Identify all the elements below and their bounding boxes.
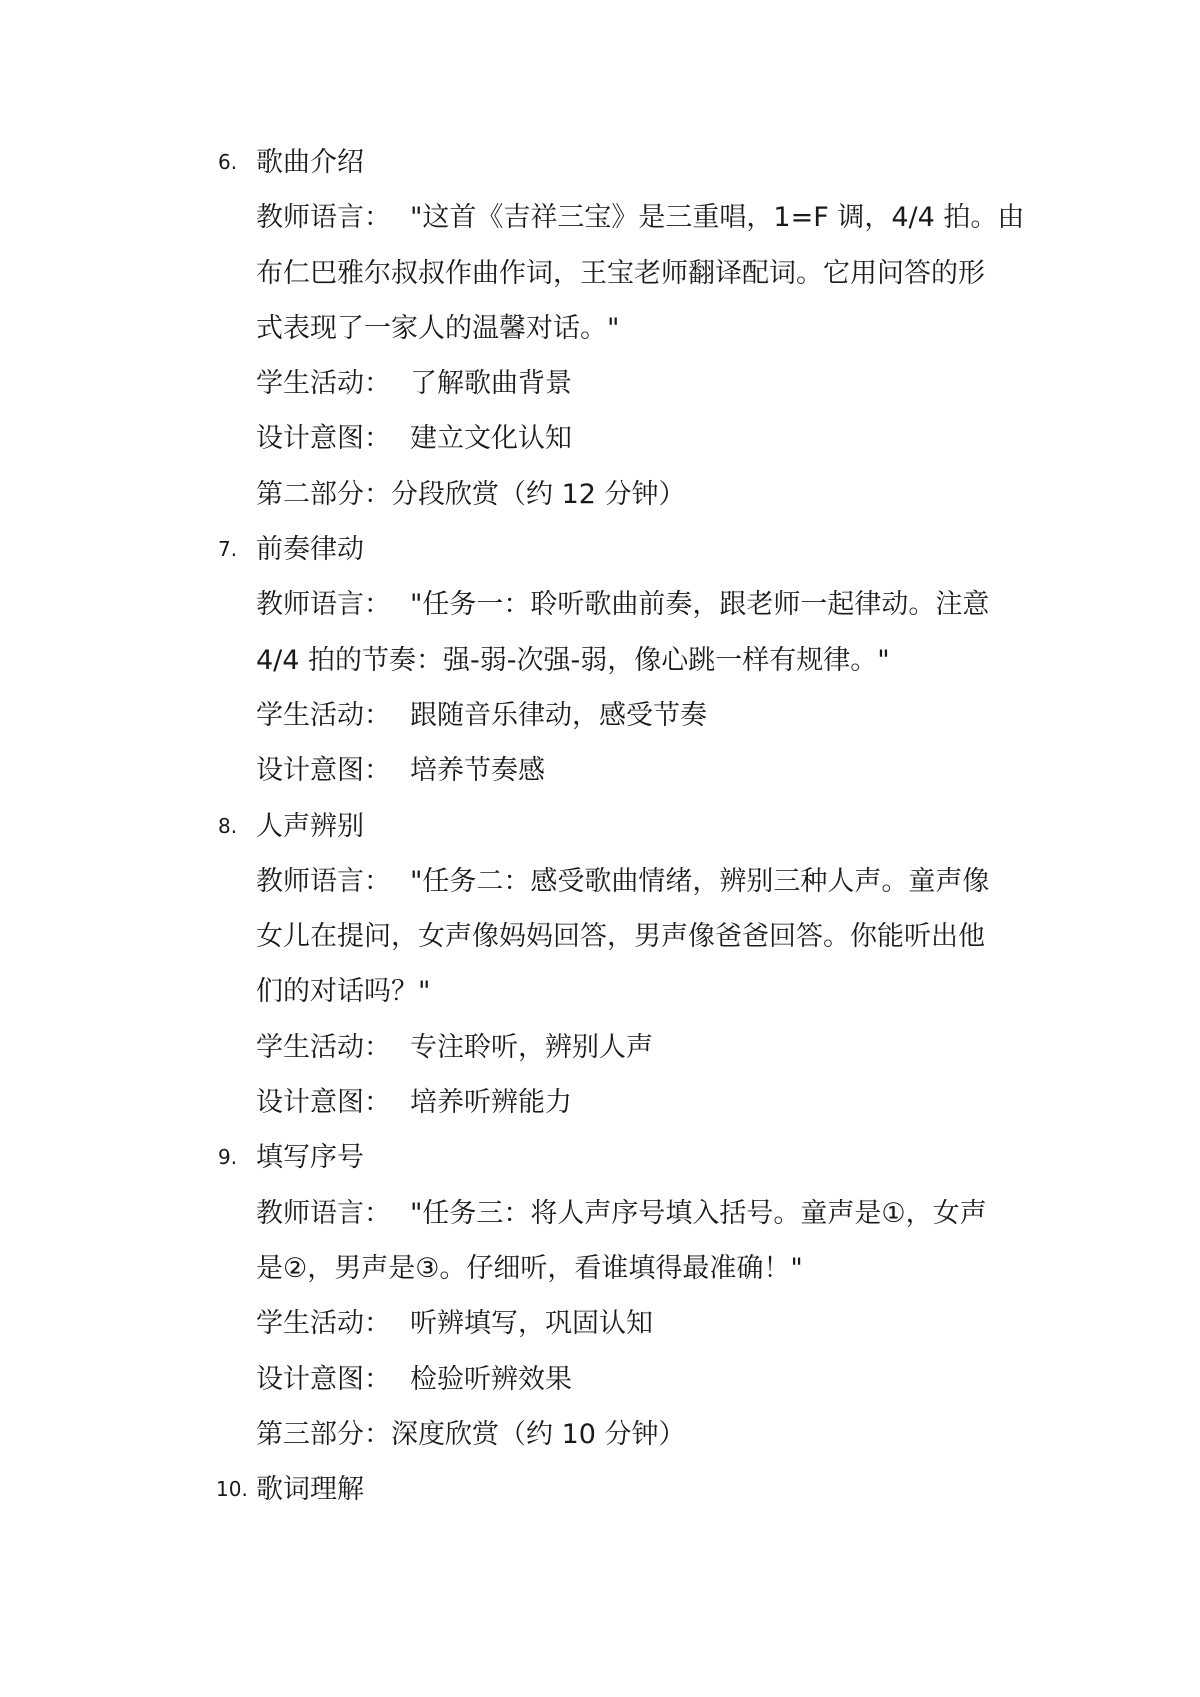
item-title: 前奏律动 bbox=[256, 534, 364, 566]
design-intent-line bbox=[0, 411, 1200, 466]
design-label: 设计意图： bbox=[256, 755, 391, 787]
teacher-text: 女儿在提问，女声像妈妈回答，男声像爸爸回答。你能听出他 bbox=[256, 921, 985, 953]
teacher-language-line bbox=[0, 854, 1200, 909]
section-heading bbox=[0, 467, 1200, 522]
teacher-text: 是②，男声是③。仔细听，看谁填得最准确！" bbox=[256, 1252, 803, 1284]
item-heading bbox=[0, 799, 1200, 854]
teacher-text: 4/4 拍的节奏：强-弱-次强-弱，像心跳一样有规律。" bbox=[256, 644, 890, 676]
teacher-text: "任务一：聆听歌曲前奏，跟老师一起律动。注意 bbox=[410, 589, 990, 621]
student-label: 学生活动： bbox=[256, 1308, 391, 1340]
design-label: 设计意图： bbox=[256, 1087, 391, 1119]
teacher-language-line bbox=[0, 577, 1200, 632]
section-heading bbox=[0, 1407, 1200, 1462]
item-number: 7. bbox=[218, 537, 238, 562]
student-text: 跟随音乐律动，感受节奏 bbox=[410, 699, 707, 731]
item-number: 6. bbox=[218, 150, 238, 174]
design-intent-line bbox=[0, 1352, 1200, 1407]
item-number: 10. bbox=[216, 1477, 248, 1502]
teacher-language-line bbox=[0, 633, 1200, 688]
teacher-text: 式表现了一家人的温馨对话。" bbox=[256, 312, 620, 344]
item-title: 人声辨别 bbox=[256, 810, 364, 842]
teacher-text: "任务二：感受歌曲情绪，辨别三种人声。童声像 bbox=[410, 865, 990, 897]
lesson-plan-document bbox=[0, 135, 1200, 1517]
item-heading bbox=[0, 1130, 1200, 1185]
teacher-language-line bbox=[0, 246, 1200, 301]
teacher-language-line bbox=[0, 964, 1200, 1019]
design-label: 设计意图： bbox=[256, 1363, 391, 1395]
section-title: 第二部分：分段欣赏（约 12 分钟） bbox=[256, 478, 686, 510]
teacher-label: 教师语言： bbox=[256, 202, 391, 234]
teacher-language-line bbox=[0, 1241, 1200, 1296]
item-title: 歌曲介绍 bbox=[256, 147, 364, 178]
design-intent-line bbox=[0, 743, 1200, 798]
teacher-language-line bbox=[0, 909, 1200, 964]
student-activity-line bbox=[0, 688, 1200, 743]
item-number: 8. bbox=[218, 813, 238, 838]
student-text: 专注聆听，辨别人声 bbox=[410, 1031, 653, 1063]
student-text: 听辨填写，巩固认知 bbox=[410, 1308, 653, 1340]
teacher-language-line bbox=[0, 301, 1200, 356]
section-title: 第三部分：深度欣赏（约 10 分钟） bbox=[256, 1418, 686, 1450]
student-text: 了解歌曲背景 bbox=[410, 368, 572, 400]
teacher-language-line bbox=[0, 1186, 1200, 1241]
student-activity-line bbox=[0, 356, 1200, 411]
teacher-label: 教师语言： bbox=[256, 589, 391, 621]
teacher-language-line bbox=[0, 190, 1200, 245]
teacher-text: 们的对话吗？" bbox=[256, 976, 431, 1008]
teacher-label: 教师语言： bbox=[256, 1197, 391, 1229]
teacher-text: 布仁巴雅尔叔叔作曲作词，王宝老师翻译配词。它用问答的形 bbox=[256, 257, 985, 289]
design-text: 培养节奏感 bbox=[410, 755, 545, 787]
design-text: 检验听辨效果 bbox=[410, 1363, 572, 1395]
item-heading bbox=[0, 522, 1200, 577]
item-title: 填写序号 bbox=[256, 1142, 364, 1174]
student-activity-line bbox=[0, 1020, 1200, 1075]
item-heading bbox=[0, 135, 1200, 190]
item-number: 9. bbox=[218, 1145, 238, 1170]
teacher-label: 教师语言： bbox=[256, 865, 391, 897]
design-intent-line bbox=[0, 1075, 1200, 1130]
design-text: 培养听辨能力 bbox=[410, 1087, 572, 1119]
student-label: 学生活动： bbox=[256, 1031, 391, 1063]
student-label: 学生活动： bbox=[256, 368, 391, 400]
teacher-text: "这首《吉祥三宝》是三重唱，1=F 调，4/4 拍。由 bbox=[410, 202, 1025, 234]
student-activity-line bbox=[0, 1296, 1200, 1351]
item-title: 歌词理解 bbox=[256, 1474, 364, 1506]
teacher-text: "任务三：将人声序号填入括号。童声是①，女声 bbox=[410, 1197, 987, 1229]
item-heading bbox=[0, 1462, 1200, 1517]
student-label: 学生活动： bbox=[256, 699, 391, 731]
design-text: 建立文化认知 bbox=[410, 423, 572, 455]
design-label: 设计意图： bbox=[256, 423, 391, 455]
